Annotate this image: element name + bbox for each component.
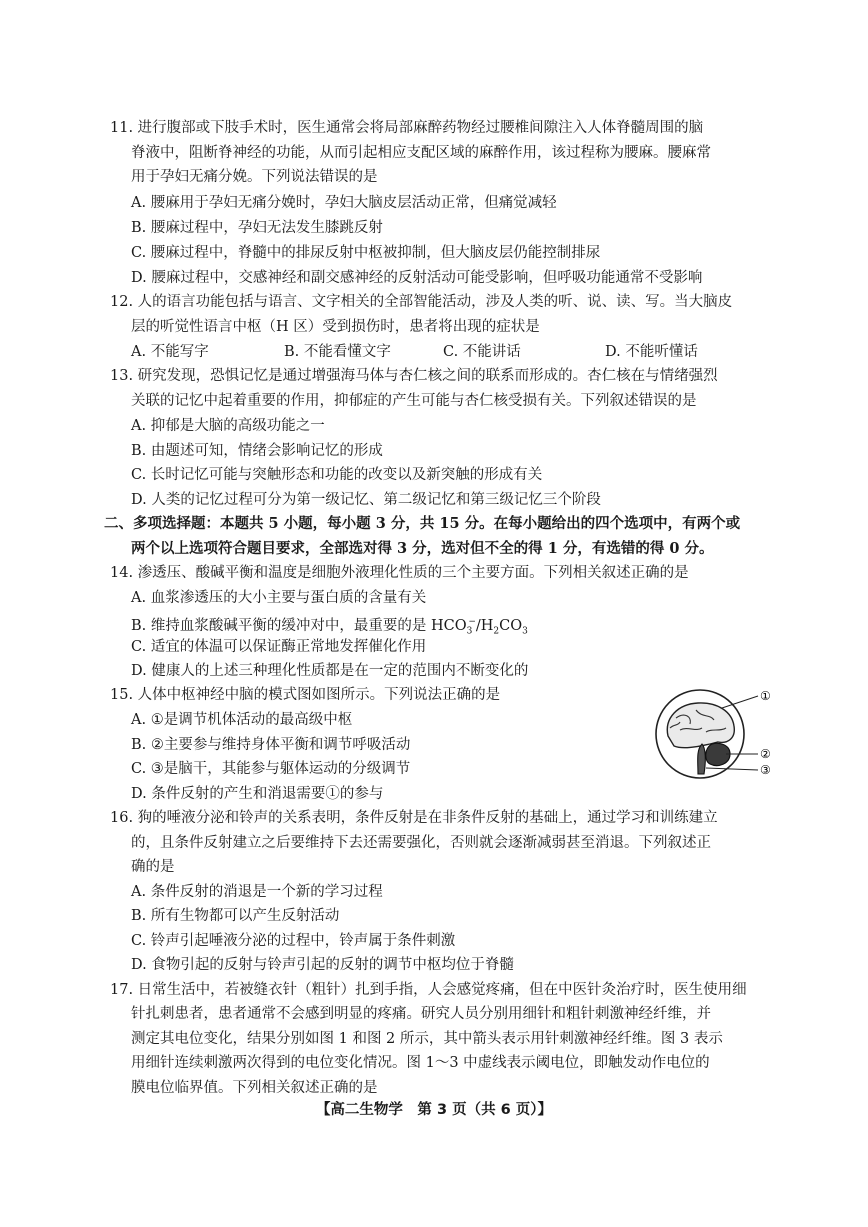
q16-stem-line3: 确的是 bbox=[131, 859, 175, 875]
q17-stem-line5: 膜电位临界值。下列相关叙述正确的是 bbox=[131, 1080, 378, 1096]
q15-option-c: C. ③是脑干，其能参与躯体运动的分级调节 bbox=[131, 761, 411, 777]
label-line-3 bbox=[706, 768, 758, 770]
q16-option-c: C. 铃声引起唾液分泌的过程中，铃声属于条件刺激 bbox=[131, 933, 456, 949]
q17-stem-line4: 用细针连续刺激两次得到的电位变化情况。图 1～3 中虚线表示阈电位，即触发动作电位的 bbox=[131, 1055, 710, 1071]
q11-stem-line3: 用于孕妇无痛分娩。下列说法错误的是 bbox=[131, 169, 378, 185]
q13-option-b: B. 由题述可知，情绪会影响记忆的形成 bbox=[131, 443, 383, 459]
q13-stem-line1: 13. 研究发现，恐惧记忆是通过增强海马体与杏仁核之间的联系而形成的。杏仁核在与情绪强烈 bbox=[110, 368, 718, 384]
q13-option-d: D. 人类的记忆过程可分为第一级记忆、第二级记忆和第三级记忆三个阶段 bbox=[131, 492, 601, 508]
figure-label-2: ② bbox=[760, 747, 771, 761]
figure-label-3: ③ bbox=[760, 763, 771, 777]
q16-option-a: A. 条件反射的消退是一个新的学习过程 bbox=[131, 884, 383, 900]
page-footer: 【高二生物学 第 3 页（共 6 页）】 bbox=[315, 1102, 553, 1118]
q11-stem-line2: 脊液中，阻断脊神经的功能，从而引起相应支配区域的麻醉作用，该过程称为腰麻。腰麻常 bbox=[131, 145, 711, 161]
q17-stem-line2: 针扎刺患者，患者通常不会感到明显的疼痛。研究人员分别用细针和粗针刺激神经纤维，并 bbox=[131, 1006, 711, 1022]
q14-option-a: A. 血浆渗透压的大小主要与蛋白质的含量有关 bbox=[131, 590, 427, 606]
q15-option-a: A. ①是调节机体活动的最高级中枢 bbox=[131, 712, 353, 728]
q13-stem-line2: 关联的记忆中起着重要的作用，抑郁症的产生可能与杏仁核受损有关。下列叙述错误的是 bbox=[131, 393, 697, 409]
q12-stem-line2: 层的听觉性语言中枢（H 区）受到损伤时，患者将出现的症状是 bbox=[131, 319, 540, 335]
q17-stem-line3: 测定其电位变化，结果分别如图 1 和图 2 所示，其中箭头表示用针刺激神经纤维。图 3 表示 bbox=[131, 1031, 723, 1047]
q14-option-b: B. 维持血浆酸碱平衡的缓冲对中，最重要的是 $HCO_3^-/H_2CO_3$ bbox=[131, 617, 528, 637]
q11-option-d: D. 腰麻过程中，交感神经和副交感神经的反射活动可能受影响，但呼吸功能通常不受影响 bbox=[131, 270, 703, 286]
q16-option-b: B. 所有生物都可以产生反射活动 bbox=[131, 908, 340, 924]
q11-option-b: B. 腰麻过程中，孕妇无法发生膝跳反射 bbox=[131, 220, 383, 236]
figure-label-1: ① bbox=[760, 689, 771, 703]
brain-diagram-figure bbox=[640, 684, 790, 784]
q11-option-c: C. 腰麻过程中，脊髓中的排尿反射中枢被抑制，但大脑皮层仍能控制排尿 bbox=[131, 245, 601, 261]
q11-stem-line1: 11. 进行腹部或下肢手术时，医生通常会将局部麻醉药物经过腰椎间隙注入人体脊髓周围的脑 bbox=[110, 120, 704, 136]
brainstem-shape bbox=[698, 744, 706, 774]
q15-option-d: D. 条件反射的产生和消退需要①的参与 bbox=[131, 786, 384, 802]
q15-stem-line1: 15. 人体中枢神经中脑的模式图如图所示。下列说法正确的是 bbox=[110, 687, 501, 703]
q12-option-b: B. 不能看懂文字 bbox=[284, 344, 391, 360]
section2-heading-line1: 二、多项选择题：本题共 5 小题，每小题 3 分，共 15 分。在每小题给出的四个选项中，有两个或 bbox=[104, 515, 741, 532]
q12-option-a: A. 不能写字 bbox=[131, 344, 209, 360]
label-line-1 bbox=[722, 696, 758, 708]
q14-stem-line1: 14. 渗透压、酸碱平衡和温度是细胞外液理化性质的三个主要方面。下列相关叙述正确的是 bbox=[110, 565, 689, 581]
q16-stem-line1: 16. 狗的唾液分泌和铃声的关系表明，条件反射是在非条件反射的基础上，通过学习和训练建立 bbox=[110, 810, 718, 826]
q12-option-c: C. 不能讲话 bbox=[443, 344, 521, 360]
section2-heading-line2: 两个以上选项符合题目要求，全部选对得 3 分，选对但不全的得 1 分，有选错的得 0 分。 bbox=[131, 540, 714, 557]
q13-option-c: C. 长时记忆可能与突触形态和功能的改变以及新突触的形成有关 bbox=[131, 467, 543, 483]
q11-option-a: A. 腰麻用于孕妇无痛分娩时，孕妇大脑皮层活动正常，但痛觉减轻 bbox=[131, 195, 557, 211]
q13-option-a: A. 抑郁是大脑的高级功能之一 bbox=[131, 418, 325, 434]
q14-option-b-text: B. 维持血浆酸碱平衡的缓冲对中，最重要的是 HCO bbox=[131, 617, 467, 634]
q17-stem-line1: 17. 日常生活中，若被缝衣针（粗针）扎到手指，人会感觉疼痛，但在中医针灸治疗时，医生使用细 bbox=[110, 982, 747, 998]
q14-option-c: C. 适宜的体温可以保证酶正常地发挥催化作用 bbox=[131, 639, 427, 655]
cerebrum-shape bbox=[667, 703, 734, 748]
q16-stem-line2: 的，且条件反射建立之后要维持下去还需要强化，否则就会逐渐减弱甚至消退。下列叙述正 bbox=[131, 835, 711, 851]
q16-option-d: D. 食物引起的反射与铃声引起的反射的调节中枢均位于脊髓 bbox=[131, 957, 514, 973]
q14-option-d: D. 健康人的上述三种理化性质都是在一定的范围内不断变化的 bbox=[131, 663, 529, 679]
q15-option-b: B. ②主要参与维持身体平衡和调节呼吸活动 bbox=[131, 737, 411, 753]
q12-option-d: D. 不能听懂话 bbox=[605, 344, 698, 360]
q12-stem-line1: 12. 人的语言功能包括与语言、文字相关的全部智能活动，涉及人类的听、说、读、写。当大脑皮 bbox=[110, 294, 733, 310]
